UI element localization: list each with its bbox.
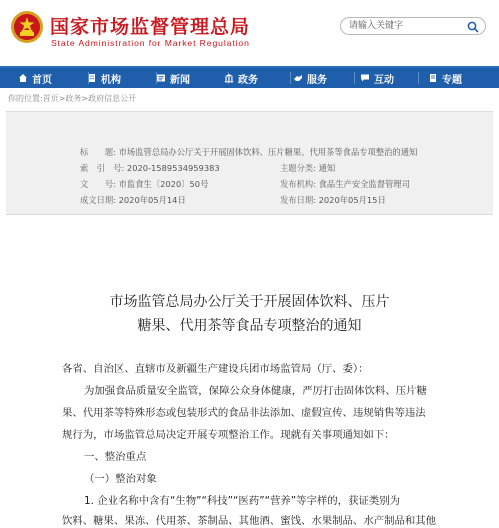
news-icon <box>156 73 166 83</box>
building-icon <box>87 73 97 83</box>
meta-publisher-label: 发布机构: <box>280 179 316 189</box>
breadcrumb[interactable]: 你的位置:首页>政务>政府信息公开 <box>8 94 137 103</box>
nav-label-interact: 互动 <box>374 74 394 86</box>
nav-item-service[interactable] <box>293 68 327 88</box>
meta-created-value: 2020年05月14日 <box>118 195 186 205</box>
meta-title-row <box>80 146 417 158</box>
meta-index-row <box>80 162 220 174</box>
service-icon <box>293 73 303 83</box>
site-header <box>0 0 499 66</box>
search-icon[interactable] <box>467 21 479 33</box>
meta-published-value: 2020年05月15日 <box>318 195 386 205</box>
meta-docno-row <box>80 178 208 190</box>
meta-category-value: 通知 <box>318 163 336 173</box>
meta-created-label: 成文日期: <box>80 195 116 205</box>
nav-divider <box>418 72 419 84</box>
nav-label-service: 服务 <box>307 74 327 86</box>
site-title[interactable]: 国家市场监督管理总局 <box>50 16 251 38</box>
meta-title-label: 标 题: <box>80 147 116 157</box>
meta-index-value: 2020-1589534959383 <box>126 163 220 173</box>
search-box <box>340 17 486 35</box>
national-emblem-icon[interactable] <box>10 10 44 44</box>
nav-label-news: 新闻 <box>170 74 190 86</box>
meta-published-row <box>280 194 386 206</box>
list-item: 1. 企业名称中含有“生物”“科技”“医药”“营养”等字样的，获证类别为 <box>84 495 401 507</box>
document-meta-panel <box>6 111 493 215</box>
document-title-line2: 糖果、代用茶等食品专项整治的通知 <box>137 318 362 334</box>
nav-label-home: 首页 <box>32 74 52 86</box>
meta-publisher-row <box>280 178 410 190</box>
addressee: 各省、自治区、直辖市及新疆生产建设兵团市场监管局（厅、委）： <box>62 363 369 375</box>
meta-publisher-value: 食品生产安全监督管理司 <box>318 179 410 189</box>
nav-label-gov: 政务 <box>238 74 258 86</box>
meta-category-row <box>280 162 335 174</box>
nav-item-interact[interactable] <box>360 68 394 88</box>
nav-label-org: 机构 <box>101 74 121 86</box>
nav-item-home[interactable] <box>18 68 52 88</box>
nav-divider <box>354 72 355 84</box>
nav-item-org[interactable] <box>87 68 121 88</box>
nav-item-gov[interactable] <box>224 68 258 88</box>
section-heading: 一、整治重点 <box>84 451 147 463</box>
document-title-line1: 市场监管总局办公厅关于开展固体饮料、压片 <box>109 294 390 310</box>
nav-label-topic: 专题 <box>442 74 462 86</box>
site-subtitle: State Administration for Market Regulation <box>51 38 250 48</box>
gov-icon <box>224 73 234 83</box>
main-nav <box>0 66 499 88</box>
meta-created-row <box>80 194 186 206</box>
topic-icon <box>428 73 438 83</box>
meta-title-value: 市场监管总局办公厅关于开展固体饮料、压片糖果、代用茶等食品专项整治的通知 <box>118 147 418 157</box>
home-icon <box>18 73 28 83</box>
paragraph-line: 为加强食品质量安全监管，保障公众身体健康，严厉打击固体饮料、压片糖 <box>84 385 427 397</box>
subsection-heading: （一）整治对象 <box>84 473 157 485</box>
chat-icon <box>360 73 370 83</box>
meta-docno-label: 文 号: <box>80 179 116 189</box>
meta-docno-value: 市监食生〔2020〕50号 <box>118 179 209 189</box>
paragraph-line: 规行为，市场监管总局决定开展专项整治工作。现就有关事项通知如下： <box>62 429 395 441</box>
nav-item-topic[interactable] <box>428 68 462 88</box>
search-input[interactable] <box>349 19 459 33</box>
nav-item-news[interactable] <box>156 68 190 88</box>
list-item-continued: 饮料、糖果、果冻、代用茶、茶制品、其他酒、蜜饯、水果制品、水产制品和其他 <box>62 515 437 527</box>
meta-category-label: 主题分类: <box>280 163 316 173</box>
nav-divider <box>290 72 291 84</box>
meta-index-label: 索 引 号: <box>80 163 125 173</box>
paragraph-line: 果、代用茶等特殊形态或包装形式的食品非法添加、虚假宣传、违规销售等违法 <box>62 407 426 419</box>
meta-published-label: 发布日期: <box>280 195 316 205</box>
